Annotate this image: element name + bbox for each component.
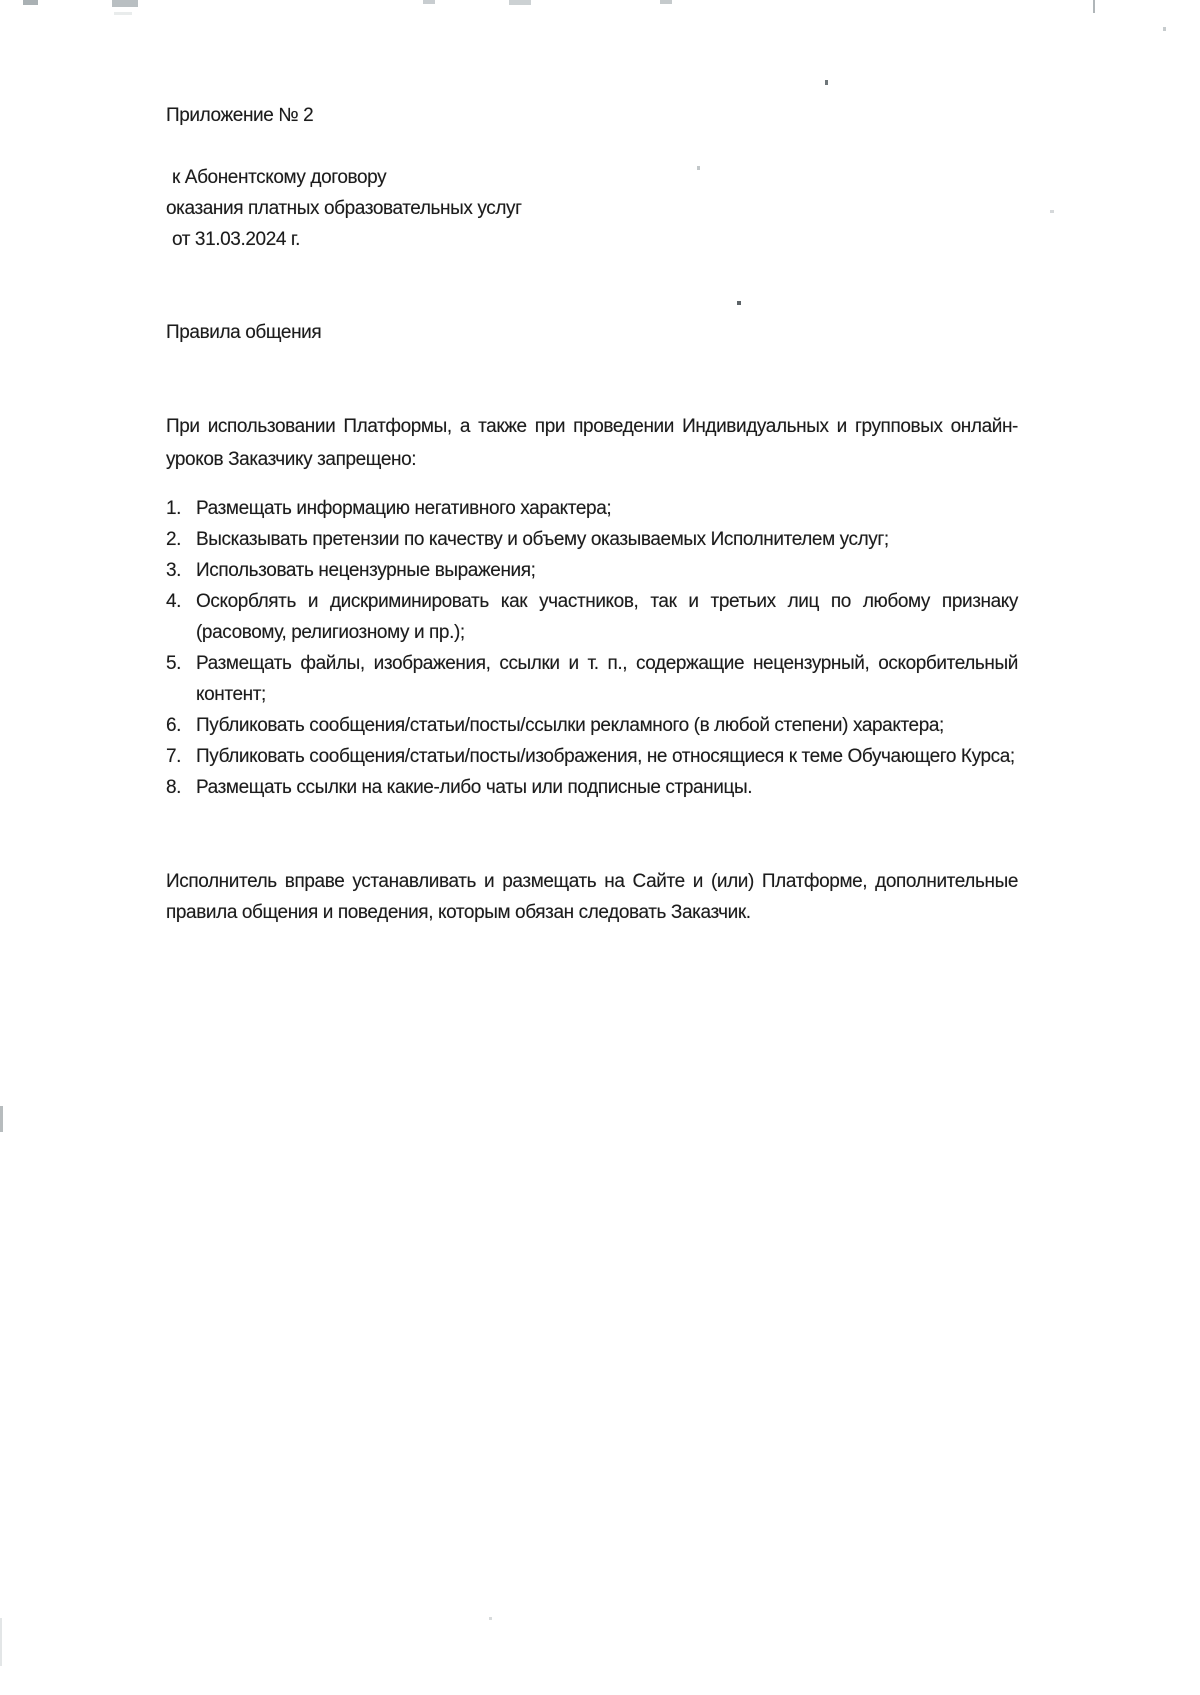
rule-item: Размещать файлы, изображения, ссылки и т. п., содержащие нецензурный, оскорбительный контент; (196, 653, 1018, 705)
closing-paragraph: Исполнитель вправе устанавливать и размещать на Сайте и (или) Платформе, дополнительные правила общения и поведения, которым обязан следовать Заказчик. (166, 871, 1018, 923)
contract-reference (166, 162, 1018, 255)
document-content (166, 0, 1018, 928)
scan-artifact (112, 0, 138, 7)
scan-artifact (1050, 210, 1054, 213)
rule-item: Оскорблять и дискриминировать как участников, так и третьих лиц по любому признаку (расовому, религиозному и пр.); (196, 591, 1018, 643)
intro-paragraph: При использовании Платформы, а также при проведении Индивидуальных и групповых онлайн-уроков Заказчику запрещено: (166, 416, 1018, 470)
rule-item: Использовать нецензурные выражения; (196, 560, 536, 581)
section-title: Правила общения (166, 322, 322, 343)
rule-item: Размещать информацию негативного характера; (196, 498, 612, 519)
rule-item: Высказывать претензии по качеству и объему оказываемых Исполнителем услуг; (196, 529, 889, 550)
scan-artifact (1163, 27, 1166, 31)
rule-item: Публиковать сообщения/статьи/посты/ссылки рекламного (в любой степени) характера; (196, 715, 944, 736)
scan-artifact (1093, 0, 1095, 13)
contract-date: от 31.03.2024 г. (172, 229, 300, 250)
scan-artifact (114, 12, 132, 15)
scan-artifact (489, 1617, 492, 1620)
rule-item: Размещать ссылки на какие-либо чаты или подписные страницы. (196, 777, 753, 798)
contract-reference-line: оказания платных образовательных услуг (166, 198, 522, 219)
appendix-title: Приложение № 2 (166, 105, 314, 126)
scan-artifact (23, 0, 38, 5)
contract-reference-line: к Абонентскому договору (172, 167, 387, 188)
scan-artifact (0, 1618, 2, 1666)
rule-item: Публиковать сообщения/статьи/посты/изображения, не относящиеся к теме Обучающего Курса; (196, 746, 1015, 767)
rules-list (166, 493, 1018, 803)
scan-artifact (0, 1106, 3, 1132)
